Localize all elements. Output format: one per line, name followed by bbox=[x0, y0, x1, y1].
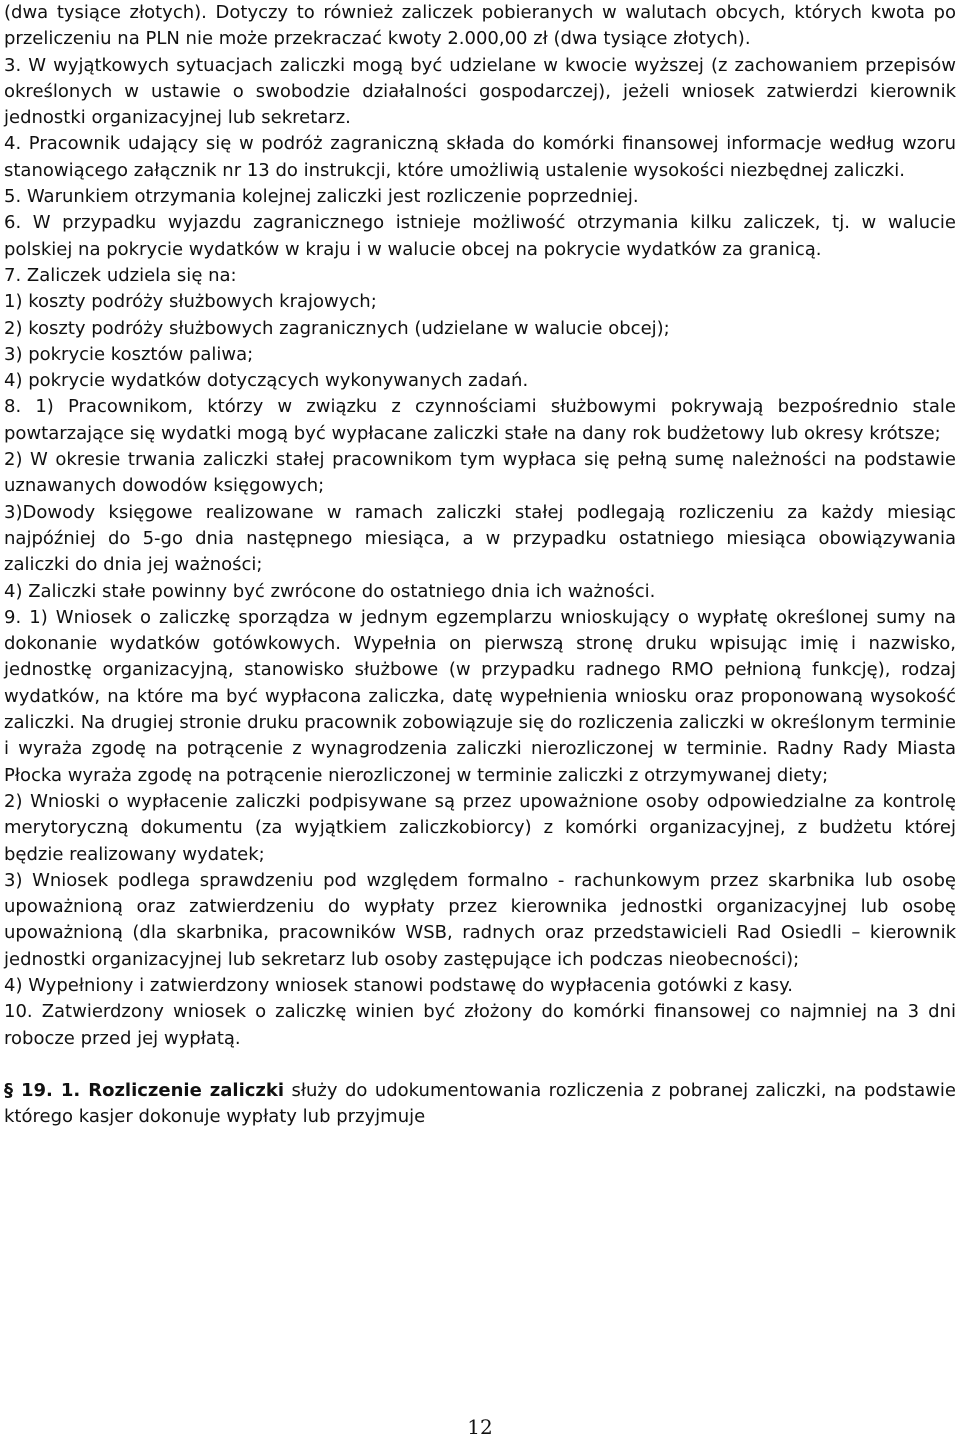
page-number: 12 bbox=[467, 1415, 493, 1439]
list-item-7-3: 3) pokrycie kosztów paliwa; bbox=[4, 343, 254, 365]
list-item-7-2: 2) koszty podróży służbowych zagranicznych (udzielane w walucie obcej); bbox=[4, 317, 670, 339]
paragraph-7: 7. Zaliczek udziela się na: bbox=[4, 264, 237, 286]
paragraph-8-4: 4) Zaliczki stałe powinny być zwrócone do ostatniego dnia ich ważności. bbox=[4, 580, 656, 602]
paragraph-6: 6. W przypadku wyjazdu zagranicznego istnieje możliwość otrzymania kilku zaliczek, tj. w walucie polskiej na pokrycie wydatków w kraju i w walucie obcej na pokrycie wydatków za granicą. bbox=[4, 212, 956, 260]
list-item-7-1: 1) koszty podróży służbowych krajowych; bbox=[4, 291, 377, 313]
list-item-7-4: 4) pokrycie wydatków dotyczących wykonywanych zadań. bbox=[4, 370, 529, 392]
paragraph-9-3: 3) Wniosek podlega sprawdzeniu pod względem formalno - rachunkowym przez skarbnika lub osobę upoważnioną oraz zatwierdzeniu do wypłaty przez kierownika jednostki organizacyjnej lub osobę upoważnioną (dla skarbnika, pracowników WSB, radnych oraz przedstawicieli Rad Osiedli – kierownik jednostki organizacyjnej lub sekretarz lub osoby zastępujące ich podczas nieobecności); bbox=[4, 869, 956, 970]
section-19-heading: § 19. 1. Rozliczenie zaliczki bbox=[4, 1079, 285, 1101]
paragraph-5: 5. Warunkiem otrzymania kolejnej zaliczki jest rozliczenie poprzedniej. bbox=[4, 186, 639, 208]
paragraph-9-2: 2) Wnioski o wypłacenie zaliczki podpisywane są przez upoważnione osoby odpowiedzialne za kontrolę merytoryczną dokumentu (za wyjątkiem zaliczkobiorcy) z komórki organizacyjnej, z budżetu której będzie realizowany wydatek; bbox=[4, 790, 956, 865]
paragraph-19 bbox=[4, 1078, 956, 1131]
paragraph-3: 3. W wyjątkowych sytuacjach zaliczki mogą być udzielane w kwocie wyższej (z zachowaniem przepisów określonych w ustawie o swobodzie działalności gospodarczej), jeżeli wniosek zatwierdzi kierownik jednostki organizacyjnej lub sekretarz. bbox=[4, 54, 956, 129]
section-19-text: służy do udokumentowania rozliczenia z pobranej zaliczki, na podstawie którego kasjer dokonuje wypłaty lub przyjmuje bbox=[4, 1079, 957, 1128]
paragraph-9-1: 9. 1) Wniosek o zaliczkę sporządza w jednym egzemplarzu wnioskujący o wypłatę określonej sumy na dokonanie wydatków gotówkowych. Wypełnia on pierwszą stronę druku wpisując imię i nazwisko, jednostkę organizacyjną, stanowisko służbowe (w przypadku radnego RMO pełnioną funkcję), rodzaj wydatków, na które ma być wypłacona zaliczka, datę wypełnienia wniosku oraz proponowaną wysokość zaliczki. Na drugiej stronie druku pracownik zobowiązuje się do rozliczenia zaliczki w określonym terminie i wyraża zgodę na potrącenie z wynagrodzenia zaliczki nierozliczonej w terminie. Radny Rady Miasta Płocka wyraża zgodę na potrącenie nierozliczonej w terminie zaliczki z otrzymywanej diety; bbox=[4, 606, 956, 786]
paragraph-gap bbox=[4, 1052, 956, 1078]
paragraph-4: 4. Pracownik udający się w podróż zagraniczną składa do komórki finansowej informacje według wzoru stanowiącego załącznik nr 13 do instrukcji, które umożliwią ustalenie wysokości niezbędnej zaliczki. bbox=[4, 133, 956, 181]
paragraph-10: 10. Zatwierdzony wniosek o zaliczkę winien być złożony do komórki finansowej co najmniej na 3 dni robocze przed jej wypłatą. bbox=[4, 1001, 956, 1049]
paragraph-9-4: 4) Wypełniony i zatwierdzony wniosek stanowi podstawę do wypłacenia gotówki z kasy. bbox=[4, 974, 793, 996]
paragraph-8-3: 3)Dowody księgowe realizowane w ramach zaliczki stałej podlegają rozliczeniu za każdy miesiąc najpóźniej do 5-go dnia następnego miesiąca, a w przypadku ostatniego miesiąca obowiązywania zaliczki do dnia jej ważności; bbox=[4, 501, 956, 576]
document-page bbox=[4, 0, 956, 1130]
paragraph-8-1: 8. 1) Pracownikom, którzy w związku z czynnościami służbowymi pokrywają bezpośrednio stale powtarzające się wydatki mogą być wypłacane zaliczki stałe na dany rok budżetowy lub okresy krótsze; bbox=[4, 396, 956, 444]
paragraph-intro: (dwa tysiące złotych). Dotyczy to również zaliczek pobieranych w walutach obcych, których kwota po przeliczeniu na PLN nie może przekraczać kwoty 2.000,00 zł (dwa tysiące złotych). bbox=[4, 2, 956, 50]
paragraph-8-2: 2) W okresie trwania zaliczki stałej pracownikom tym wypłaca się pełną sumę należności na podstawie uznawanych dowodów księgowych; bbox=[4, 449, 956, 497]
